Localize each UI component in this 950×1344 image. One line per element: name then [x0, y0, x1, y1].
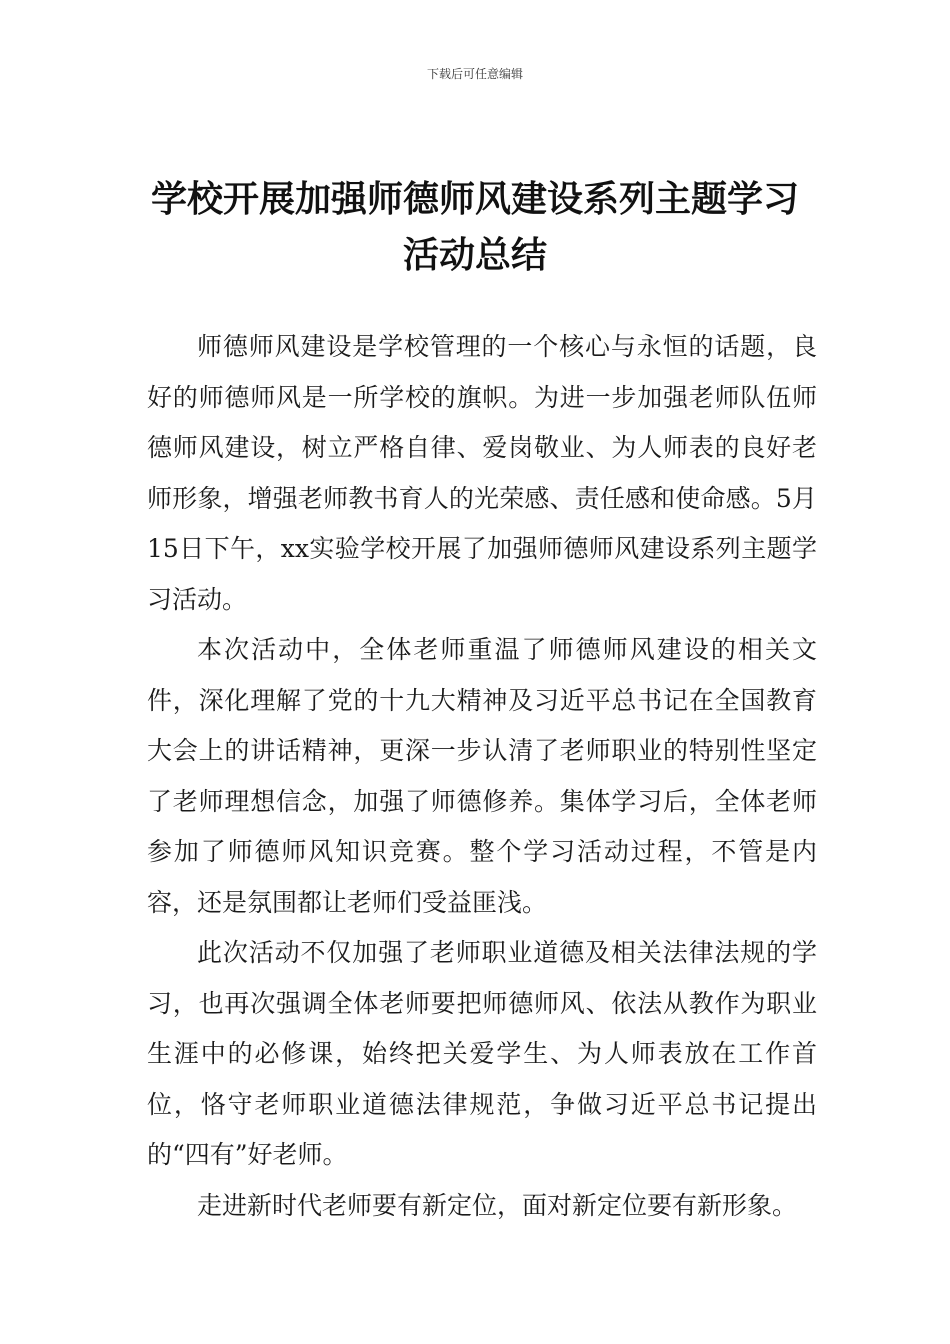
- paragraph-3: 此次活动不仅加强了老师职业道德及相关法律法规的学习，也再次强调全体老师要把师德师风、依法从教作为职业生涯中的必修课，始终把关爱学生、为人师表放在工作首位，恪守老师职业道德法律规范，争做习近平总书记提出的“四有”好老师。: [147, 938, 817, 1169]
- paragraph-1: 师德师风建设是学校管理的一个核心与永恒的话题，良好的师德师风是一所学校的旗帜。为进一步加强老师队伍师德师风建设，树立严格自律、爱岗敬业、为人师表的良好老师形象，增强老师教书育人的光荣感、责任感和使命感。5月15日下午，xx实验学校开展了加强师德师风建设系列主题学习活动。: [147, 332, 817, 614]
- paragraph-4: 走进新时代老师要有新定位，面对新定位要有新形象。: [197, 1190, 798, 1220]
- document-title-line-1: 学校开展加强师德师风建设系列主题学习: [150, 179, 799, 220]
- document-body: [147, 322, 817, 1231]
- paragraph-2: 本次活动中，全体老师重温了师德师风建设的相关文件，深化理解了党的十九大精神及习近平总书记在全国教育大会上的讲话精神，更深一步认清了老师职业的特别性坚定了老师理想信念，加强了师德修养。集体学习后，全体老师参加了师德师风知识竞赛。整个学习活动过程，不管是内容，还是氛围都让老师们受益匪浅。: [147, 635, 817, 917]
- page-header-note: 下载后可任意编辑: [426, 67, 523, 81]
- document-title-line-2: 活动总结: [402, 235, 547, 276]
- document-title: [140, 172, 810, 284]
